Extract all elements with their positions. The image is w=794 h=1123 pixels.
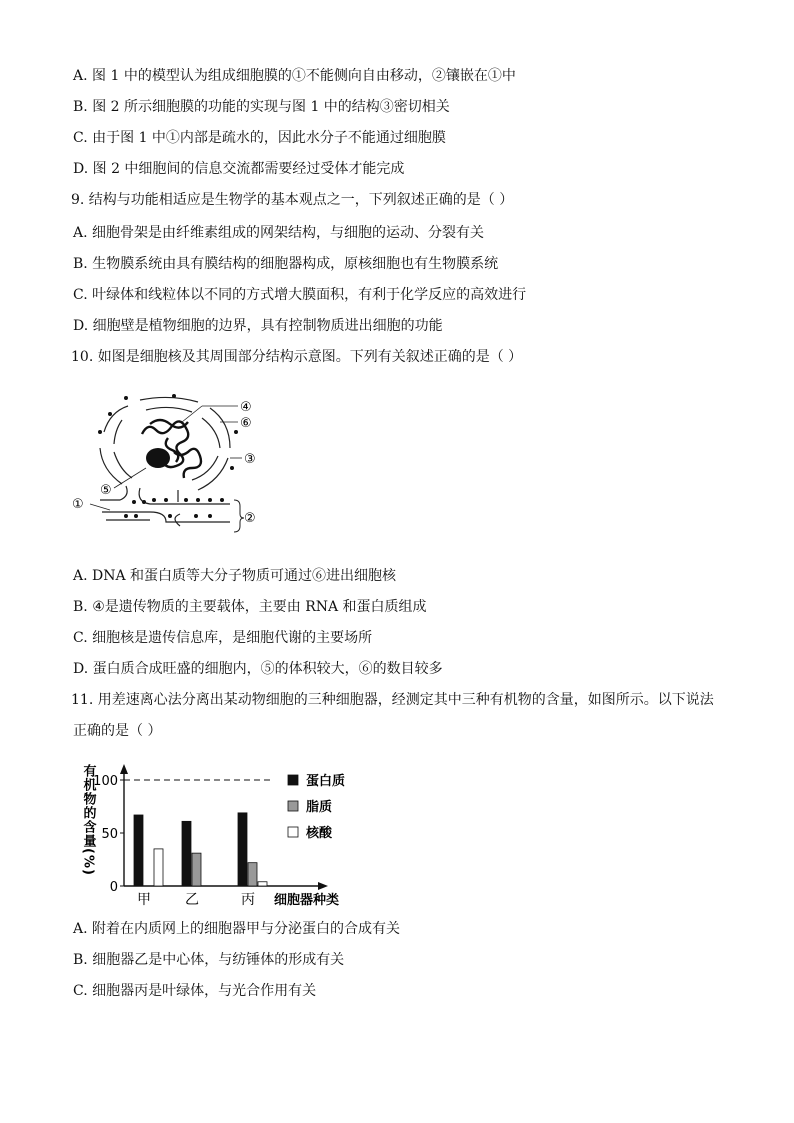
q11-stem-line2: 正确的是（ ） (73, 723, 162, 739)
x-axis-label: 细胞器种类 (274, 893, 340, 908)
q9-option-b: B. 生物膜系统由具有膜结构的细胞器构成，原核细胞也有生物膜系统 (73, 256, 499, 272)
bar-蛋白质-甲 (134, 815, 143, 886)
y-axis-arrow (120, 764, 128, 774)
x-category-label: 丙 (241, 892, 255, 908)
bar-脂质-丙 (248, 863, 257, 886)
q8-option-b: B. 图 2 所示细胞膜的功能的实现与图 1 中的结构③密切相关 (73, 99, 450, 115)
q10-stem: 10. 如图是细胞核及其周围部分结构示意图。下列有关叙述正确的是（ ） (71, 349, 523, 365)
q9-option-c: C. 叶绿体和线粒体以不同的方式增大膜面积，有利于化学反应的高效进行 (73, 287, 527, 303)
q8-option-a: A. 图 1 中的模型认为组成细胞膜的①不能侧向自由移动，②镶嵌在①中 (73, 68, 516, 84)
q9-option-a: A. 细胞骨架是由纤维素组成的网架结构，与细胞的运动、分裂有关 (73, 225, 485, 241)
q10-option-d: D. 蛋白质合成旺盛的细胞内，⑤的体积较大，⑥的数目较多 (73, 661, 443, 677)
nucleus-figure (70, 392, 270, 542)
legend-label: 脂质 (306, 800, 333, 815)
legend-swatch-脂质 (288, 801, 298, 811)
q11-option-a: A. 附着在内质网上的细胞器甲与分泌蛋白的合成有关 (73, 921, 401, 937)
bar-核酸-丙 (258, 882, 267, 886)
legend-swatch-核酸 (288, 827, 298, 837)
bar-脂质-乙 (192, 853, 201, 886)
label-6: ⑥ (240, 416, 252, 431)
q9-option-d: D. 细胞壁是植物细胞的边界，具有控制物质进出细胞的功能 (73, 318, 443, 334)
bar-蛋白质-丙 (238, 813, 247, 886)
label-3: ③ (244, 452, 256, 467)
q11-stem-line1: 11. 用差速离心法分离出某动物细胞的三种细胞器，经测定其中三种有机物的含量，如图所示。以下说法 (71, 692, 714, 708)
q11-option-c: C. 细胞器丙是叶绿体，与光合作用有关 (73, 983, 317, 999)
q10-option-c: C. 细胞核是遗传信息库，是细胞代谢的主要场所 (73, 630, 373, 646)
y-tick-label: 100 (93, 774, 118, 789)
q8-option-d: D. 图 2 中细胞间的信息交流都需要经过受体才能完成 (73, 161, 405, 177)
legend-label: 核酸 (306, 826, 333, 841)
label-4: ④ (240, 400, 252, 415)
label-2: ② (244, 511, 256, 526)
x-category-label: 乙 (185, 892, 199, 908)
legend-label: 蛋白质 (306, 774, 346, 789)
y-tick-label: 50 (101, 827, 118, 842)
q10-option-a: A. DNA 和蛋白质等大分子物质可通过⑥进出细胞核 (73, 568, 397, 584)
bar-蛋白质-乙 (182, 821, 191, 886)
q10-option-b: B. ④是遗传物质的主要载体，主要由 RNA 和蛋白质组成 (73, 599, 427, 615)
label-1: ① (72, 497, 84, 512)
y-axis-label: 有机物的含量(%) (80, 764, 96, 876)
q9-stem: 9. 结构与功能相适应是生物学的基本观点之一，下列叙述正确的是（ ） (71, 192, 514, 208)
legend-swatch-蛋白质 (288, 775, 298, 785)
label-5: ⑤ (100, 483, 112, 498)
x-category-label: 甲 (137, 892, 151, 908)
bar-核酸-甲 (154, 849, 163, 886)
x-axis-arrow (318, 882, 328, 890)
q11-option-b: B. 细胞器乙是中心体，与纺锤体的形成有关 (73, 952, 345, 968)
organelle-bar-chart (80, 758, 370, 908)
y-tick-label: 0 (109, 880, 118, 895)
q8-option-c: C. 由于图 1 中①内部是疏水的，因此水分子不能通过细胞膜 (73, 130, 446, 146)
